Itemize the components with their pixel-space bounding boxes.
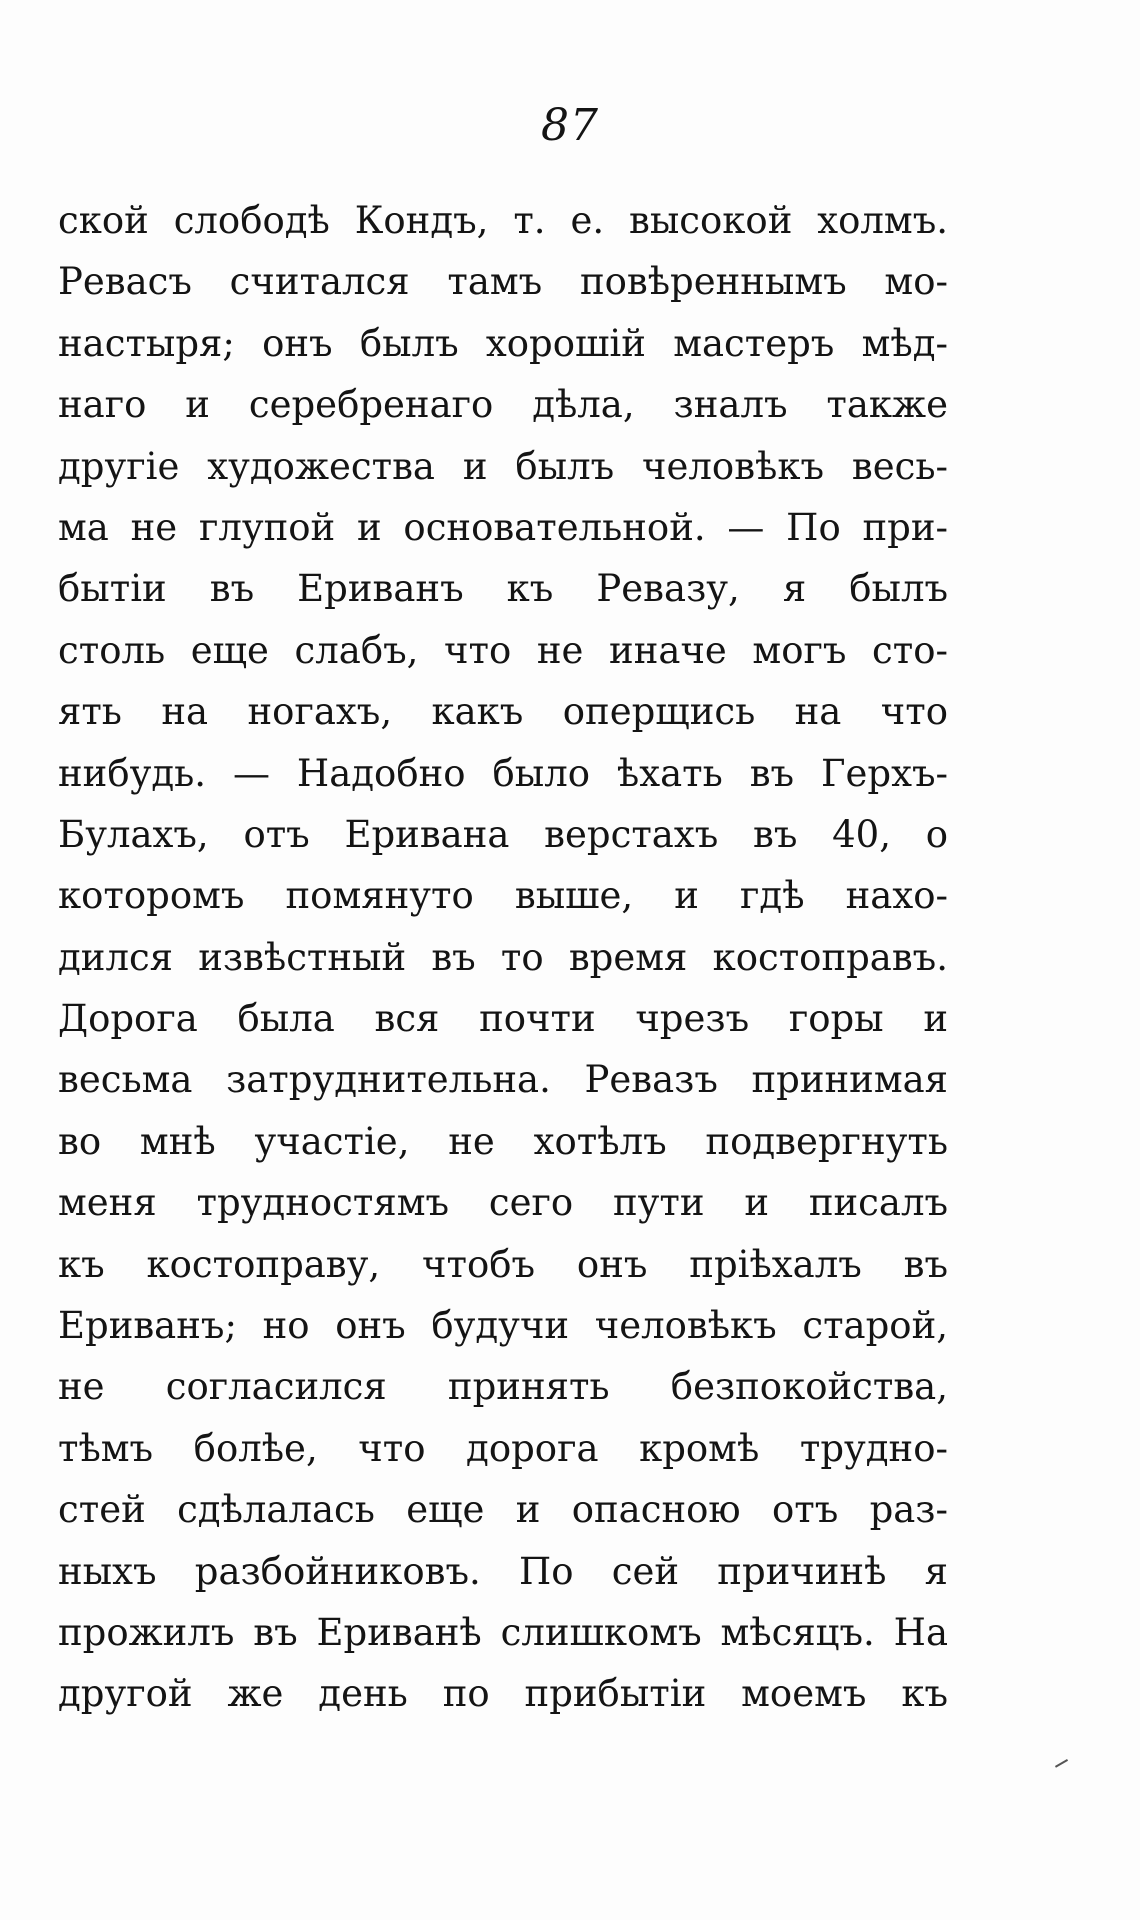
text-line: тѣмъ болѣе, что дорога кромѣ трудно- xyxy=(58,1426,948,1470)
page-text xyxy=(58,190,948,1725)
text-line: Дорога была вся почти чрезъ горы и xyxy=(58,997,948,1041)
text-line: которомъ помянуто выше, и гдѣ нахо- xyxy=(58,874,948,918)
text-line: столь еще слабъ, что не иначе могъ сто- xyxy=(58,628,948,672)
text-line: не согласился принять безпокойства, xyxy=(58,1365,948,1409)
text-line: Булахъ, отъ Еривана верстахъ въ 40, о xyxy=(58,812,948,856)
text-line: ныхъ разбойниковъ. По сей причинѣ я xyxy=(58,1549,948,1593)
print-mark xyxy=(1055,1759,1071,1773)
text-line: Ериванъ; но онъ будучи человѣкъ старой, xyxy=(58,1304,948,1348)
text-line: ять на ногахъ, какъ оперщись на что xyxy=(58,690,948,734)
text-line: весьма затруднительна. Ревазъ принимая xyxy=(58,1058,948,1102)
text-line: меня трудностямъ сего пути и писалъ xyxy=(58,1181,948,1225)
text-line: другіе художества и былъ человѣкъ весь- xyxy=(58,444,948,488)
text-line: ма не глупой и основательной. — По при- xyxy=(58,505,948,549)
text-line: нибудь. — Надобно было ѣхать въ Герхъ- xyxy=(58,751,948,795)
text-line: дился извѣстный въ то время костоправъ. xyxy=(58,935,948,979)
text-line: другой же день по прибытіи моемъ къ xyxy=(58,1672,948,1716)
text-line: наго и серебренаго дѣла, зналъ также xyxy=(58,383,948,427)
text-line: стей сдѣлалась еще и опасною отъ раз- xyxy=(58,1488,948,1532)
text-line: Ревасъ считался тамъ повѣреннымъ мо- xyxy=(58,260,948,304)
text-line: во мнѣ участіе, не хотѣлъ подвергнуть xyxy=(58,1119,948,1163)
text-line: ской слободѣ Кондъ, т. е. высокой холмъ. xyxy=(58,199,948,242)
text-line: прожилъ въ Ериванѣ слишкомъ мѣсяцъ. На xyxy=(58,1610,948,1654)
text-line: настыря; онъ былъ хорошій мастеръ мѣд- xyxy=(58,321,948,365)
page-number: 87 xyxy=(541,100,599,151)
text-line: къ костоправу, чтобъ онъ пріѣхалъ въ xyxy=(58,1242,948,1286)
text-line: бытіи въ Ериванъ къ Ревазу, я былъ xyxy=(58,567,948,611)
